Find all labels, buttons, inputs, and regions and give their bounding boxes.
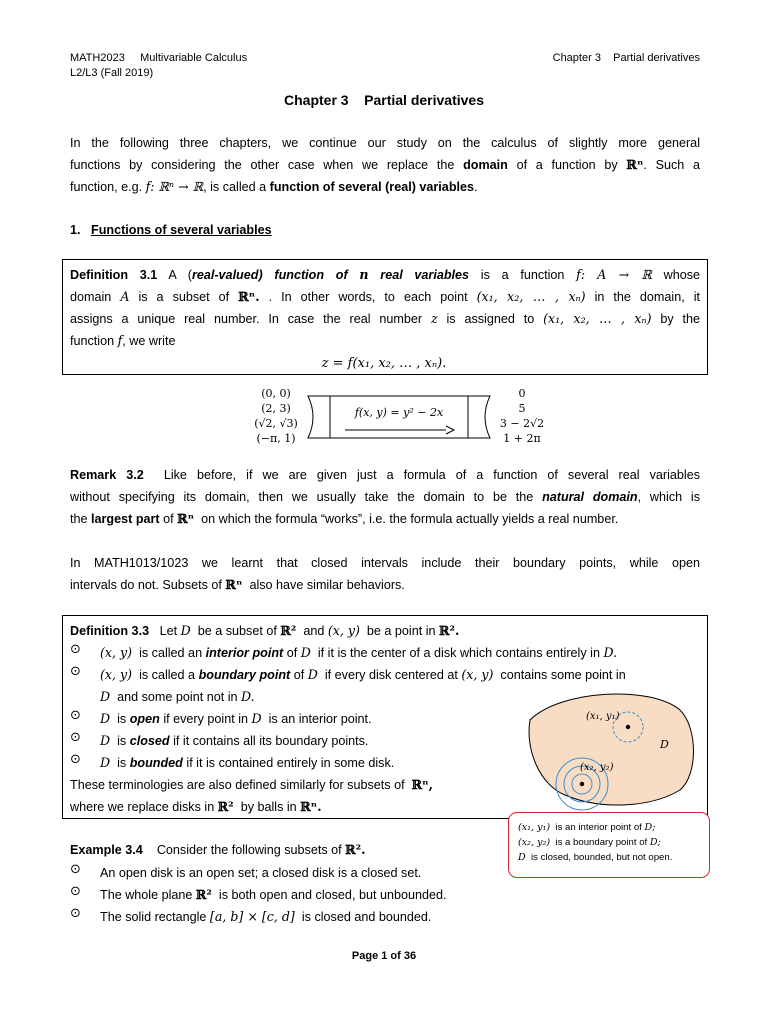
bullet-icon: ⊙ <box>70 708 81 723</box>
page-title: Chapter 3 Partial derivatives <box>284 92 484 108</box>
remark-line-3: the largest part of ℝⁿ on which the formula “works”, i.e. the formula actually yields a real number. <box>70 511 619 526</box>
def33-boundary: (x, y) is called a boundary point of D if every disk centered at (x, y) contains some point in <box>100 667 626 682</box>
output-value: 3 − 2√2 <box>499 417 545 430</box>
header-section: L2/L3 (Fall 2019) <box>70 67 154 79</box>
def31-line-1: Definition 3.1 A (real-valued) function of n real variables is a function f: A → ℝ whose <box>70 267 701 282</box>
region-diagram <box>520 680 705 818</box>
def33-terms-2: where we replace disks in ℝ² by balls in ℝⁿ. <box>70 799 322 814</box>
function-label: f(x, y) = y² − 2x <box>354 406 444 419</box>
p2-label: (x₂, y₂) <box>580 762 614 773</box>
def33-interior: (x, y) is called an interior point of D if it is the center of a disk which contains entirely in D. <box>100 645 618 660</box>
interior-point <box>626 725 630 729</box>
example-heading: Example 3.4 Consider the following subsets of ℝ². <box>70 842 366 857</box>
def31-line-4: function f, we write <box>70 333 176 348</box>
bullet-icon: ⊙ <box>70 884 81 899</box>
bullet-icon: ⊙ <box>70 906 81 921</box>
bullet-icon: ⊙ <box>70 862 81 877</box>
region-label: D <box>660 738 669 751</box>
example-item-2: The whole plane ℝ² is both open and closed, but unbounded. <box>100 887 447 902</box>
chapter-name: Partial derivatives <box>613 52 700 64</box>
def31-line-3: assigns a unique real number. In case the real number z is assigned to (x₁, x₂, … , xₙ) by the <box>70 311 701 326</box>
def33-terms-1: These terminologies are also defined similarly for subsets of ℝⁿ, <box>70 777 433 792</box>
note-text: (x₁, y₁) is an interior point of D; (x₂, y₂) is a boundary point of D; D is closed, bounded, but not open. <box>518 822 673 863</box>
intervals-line-2: intervals do not. Subsets of ℝⁿ also have similar behaviors. <box>70 577 405 592</box>
def33-bounded: D is bounded if it is contained entirely in some disk. <box>100 755 395 770</box>
input-value: (√2, √3) <box>254 417 298 430</box>
def33-closed: D is closed if it contains all its boundary points. <box>100 733 369 748</box>
output-value: 5 <box>518 402 526 415</box>
remark-line-1: Remark 3.2 Like before, if we are given just a formula of a function of several real variables <box>70 468 700 482</box>
section-heading: 1. Functions of several variables <box>70 223 272 237</box>
output-value: 1 + 2π <box>503 432 541 445</box>
def33-open: D is open if every point in D is an interior point. <box>100 711 372 726</box>
chapter-number: Chapter 3 <box>552 52 601 64</box>
header-course <box>70 52 247 64</box>
output-value: 0 <box>518 387 526 400</box>
bullet-icon: ⊙ <box>70 752 81 767</box>
boundary-point <box>580 782 584 786</box>
remark-line-2: without specifying its domain, then we usually take the domain to be the natural domain, which is <box>70 490 701 504</box>
bullet-icon: ⊙ <box>70 730 81 745</box>
example-item-3: The solid rectangle [a, b] × [c, d] is closed and bounded. <box>100 909 432 924</box>
course-code: MATH2023 <box>70 52 125 64</box>
course-name: Multivariable Calculus <box>140 52 248 64</box>
def31-line-2: domain A is a subset of ℝⁿ. . In other words, to each point (x₁, x₂, … , xₙ) in the domain, it <box>70 289 701 304</box>
page-number: Page 1 of 36 <box>351 950 417 962</box>
intro-line-3: function, e.g. f: ℝⁿ → ℝ, is called a function of several (real) variables. <box>70 179 478 194</box>
def31-formula: z = f(x₁, x₂, … , xₙ). <box>321 356 447 371</box>
bullet-icon: ⊙ <box>70 664 81 679</box>
def33-line-0: Definition 3.3 Let D be a subset of ℝ² and (x, y) be a point in ℝ². <box>70 623 460 638</box>
example-item-1: An open disk is an open set; a closed disk is a closed set. <box>100 866 422 880</box>
mapping-machine <box>300 390 510 450</box>
intro-line-1: In the following three chapters, we continue our study on the calculus of slightly more general <box>70 136 700 150</box>
bullet-icon: ⊙ <box>70 642 81 657</box>
p1-label: (x₁, y₁) <box>586 711 620 722</box>
intervals-line-1: In MATH1013/1023 we learnt that closed intervals include their boundary points, while open <box>70 556 700 570</box>
mapping-outputs <box>492 386 552 446</box>
input-funnel <box>308 396 330 438</box>
input-value: (−π, 1) <box>256 432 296 445</box>
intro-line-2: functions by considering the other case when we replace the domain of a function by ℝⁿ. Such a <box>70 157 701 172</box>
input-value: (0, 0) <box>261 387 291 400</box>
output-funnel <box>468 396 490 438</box>
arrow-head <box>446 426 454 434</box>
def33-boundary-cont: D and some point not in D. <box>100 689 255 704</box>
header-chapter <box>553 52 700 64</box>
input-value: (2, 3) <box>261 402 291 415</box>
